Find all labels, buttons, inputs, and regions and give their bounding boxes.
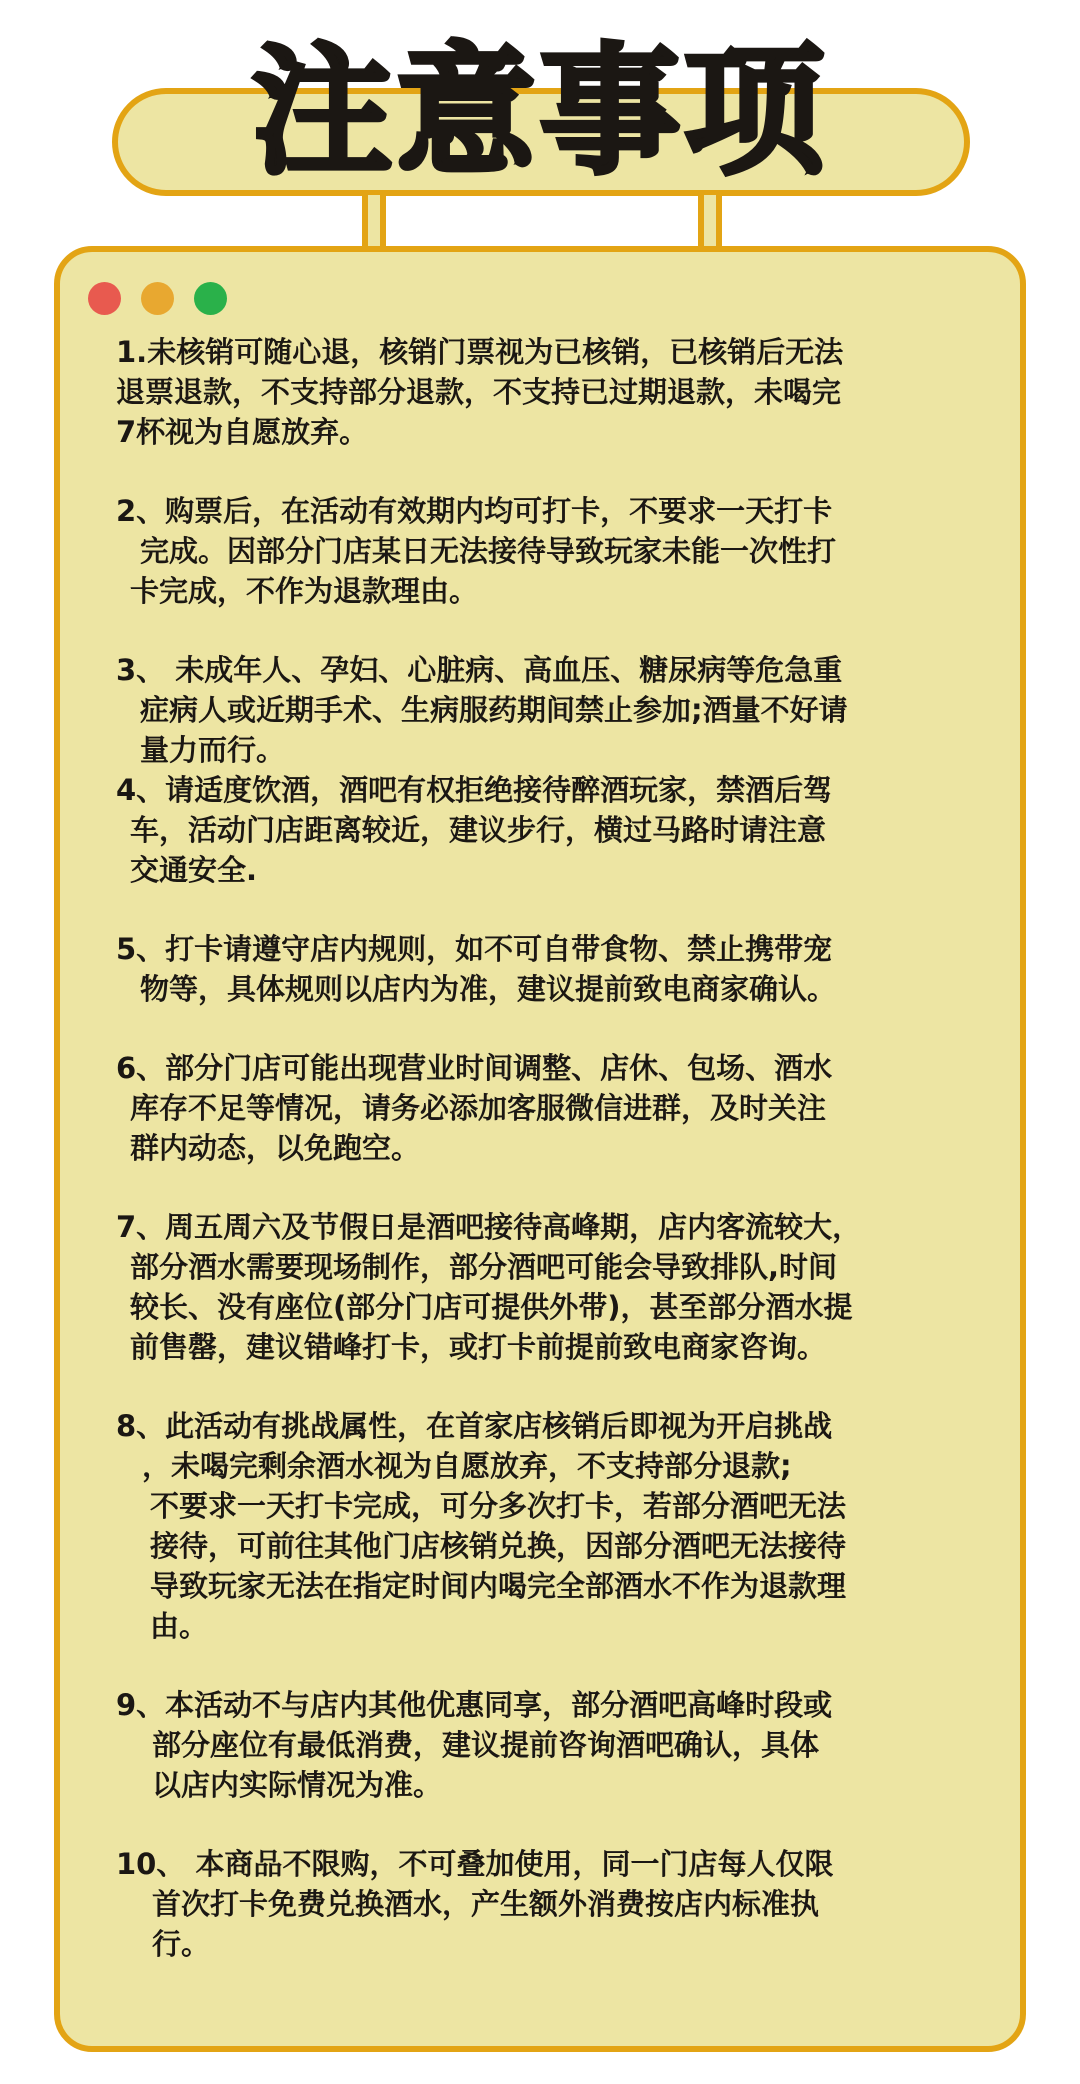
note-line: 部分酒水需要现场制作，部分酒吧可能会导致排队,时间 bbox=[130, 1250, 838, 1284]
yellow-dot-icon bbox=[141, 282, 174, 315]
note-line: 7、周五周六及节假日是酒吧接待高峰期，店内客流较大， bbox=[116, 1210, 862, 1244]
note-line: 库存不足等情况，请务必添加客服微信进群，及时关注 bbox=[130, 1091, 827, 1125]
window-dots bbox=[88, 282, 227, 316]
page-title: 注意事项 bbox=[251, 31, 828, 194]
note-item bbox=[116, 1207, 996, 1367]
note-line: 车，活动门店距离较近，建议步行，横过马路时请注意 bbox=[130, 813, 827, 847]
note-line: 4、请适度饮酒，酒吧有权拒绝接待醉酒玩家，禁酒后驾 bbox=[116, 773, 833, 807]
note-line: 物等，具体规则以店内为准，建议提前致电商家确认。 bbox=[140, 972, 837, 1006]
note-line: 导致玩家无法在指定时间内喝完全部酒水不作为退款理 bbox=[150, 1569, 847, 1603]
notes-list bbox=[116, 332, 996, 1964]
note-line: 症病人或近期手术、生病服药期间禁止参加;酒量不好请 bbox=[140, 693, 848, 727]
note-line: 量力而行。 bbox=[140, 733, 286, 767]
note-item bbox=[116, 650, 996, 770]
note-line: 首次打卡免费兑换酒水，产生额外消费按店内标准执 bbox=[152, 1887, 820, 1921]
note-line: 1.未核销可随心退，核销门票视为已核销，已核销后无法 bbox=[116, 335, 844, 369]
note-line: 5、打卡请遵守店内规则，如不可自带食物、禁止携带宠 bbox=[116, 932, 833, 966]
note-item bbox=[116, 929, 996, 1009]
note-line: 卡完成，不作为退款理由。 bbox=[130, 574, 479, 608]
note-line: 退票退款，不支持部分退款，不支持已过期退款，未喝完 bbox=[116, 375, 842, 409]
note-line: 6、部分门店可能出现营业时间调整、店休、包场、酒水 bbox=[116, 1051, 833, 1085]
note-line: 行。 bbox=[152, 1927, 211, 1961]
note-line: ，未喝完剩余酒水视为自愿放弃，不支持部分退款; bbox=[142, 1449, 792, 1483]
note-line: 由。 bbox=[150, 1609, 209, 1643]
note-line: 8、此活动有挑战属性，在首家店核销后即视为开启挑战 bbox=[116, 1409, 833, 1443]
red-dot-icon bbox=[88, 282, 121, 315]
note-line: 以店内实际情况为准。 bbox=[152, 1768, 443, 1802]
banner-connector-left bbox=[362, 195, 386, 251]
note-line: 9、本活动不与店内其他优惠同享，部分酒吧高峰时段或 bbox=[116, 1688, 833, 1722]
note-line: 3、 未成年人、孕妇、心脏病、高血压、糖尿病等危急重 bbox=[116, 653, 843, 687]
note-line: 前售罄，建议错峰打卡，或打卡前提前致电商家咨询。 bbox=[130, 1330, 827, 1364]
notes-card bbox=[54, 246, 1026, 2052]
note-line: 完成。因部分门店某日无法接待导致玩家未能一次性打 bbox=[140, 534, 837, 568]
note-line: 7杯视为自愿放弃。 bbox=[116, 415, 369, 449]
green-dot-icon bbox=[194, 282, 227, 315]
note-line: 10、 本商品不限购，不可叠加使用，同一门店每人仅限 bbox=[116, 1847, 834, 1881]
note-item bbox=[116, 770, 996, 890]
note-line: 接待，可前往其他门店核销兑换，因部分酒吧无法接待 bbox=[150, 1529, 847, 1563]
note-line: 不要求一天打卡完成，可分多次打卡，若部分酒吧无法 bbox=[150, 1489, 847, 1523]
note-line: 部分座位有最低消费，建议提前咨询酒吧确认，具体 bbox=[152, 1728, 820, 1762]
note-line: 2、购票后，在活动有效期内均可打卡，不要求一天打卡 bbox=[116, 494, 833, 528]
note-item bbox=[116, 332, 996, 452]
note-item bbox=[116, 1406, 996, 1646]
note-item bbox=[116, 1685, 996, 1805]
banner-connector-right bbox=[698, 195, 722, 251]
note-line: 较长、没有座位(部分门店可提供外带)，甚至部分酒水提 bbox=[130, 1290, 853, 1324]
note-line: 交通安全. bbox=[130, 853, 258, 887]
note-item bbox=[116, 1048, 996, 1168]
note-line: 群内动态，以免跑空。 bbox=[130, 1131, 421, 1165]
note-item bbox=[116, 1844, 996, 1964]
note-item bbox=[116, 491, 996, 611]
